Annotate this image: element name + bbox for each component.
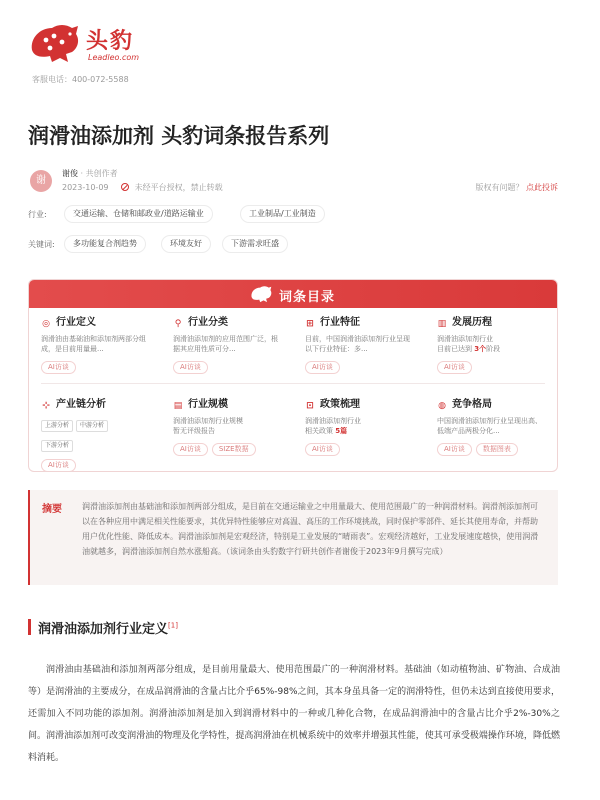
catalog-item-desc: 目前，中国润滑油添加剂行业呈现以下行业特征：多...: [305, 335, 410, 353]
industry-tag[interactable]: 交通运输、仓储和邮政业/道路运输业: [64, 205, 213, 223]
hotline: 客服电话：400-072-5588: [32, 75, 129, 84]
author-line: [62, 168, 118, 179]
size-data-button[interactable]: SIZE数据: [212, 443, 256, 456]
catalog-item-desc: 润滑油添加剂行业 目前已达到 3个阶段: [437, 335, 501, 353]
catalog-item-title: 发展历程: [452, 317, 492, 328]
downstream-tag[interactable]: 下游分析: [41, 440, 73, 452]
brand-site: Leadleo.com: [88, 53, 140, 62]
catalog-item-desc: 润滑油添加剂行业 相关政策 5篇: [305, 417, 361, 435]
author-role: · 共创作者: [80, 169, 118, 178]
keyword-tag[interactable]: 下游需求旺盛: [222, 235, 288, 253]
copyright-report: [475, 182, 558, 193]
catalog-item-definition[interactable]: [29, 308, 154, 384]
catalog-item-desc: 润滑油由基础油和添加剂两部分组成，是目前用量最...: [41, 335, 146, 353]
keywords-label: 关键词:: [28, 240, 55, 249]
summary-text: 润滑油添加剂由基础油和添加剂两部分组成，是目前在交通运输业之中用量最大、使用范围最广的一种润滑材料。润滑剂添加剂可以在各种应用中满足相关性能要求，其优异特性能够应对高温、高压的工作环境挑战，同时保护零部件、延长其使用寿命，并帮助用户优化性能、降低成本。润滑油添加剂是宏观经济，特别是工业发展的“晴雨表”。宏观经济越好，工业发展速度越快，使用润滑油就越多，润滑油添加剂自然水涨船高。（该词条由头豹数字行研共创作者谢俊于2023年9月撰写完成）: [82, 502, 539, 556]
catalog-item-title: 行业定义: [56, 317, 96, 328]
catalog-item-classification[interactable]: [161, 308, 286, 384]
catalog-title: 词条目录: [279, 290, 336, 305]
catalog-item-policy[interactable]: [293, 390, 418, 466]
author-name[interactable]: 谢俊: [62, 169, 78, 178]
catalog-item-scale[interactable]: [161, 390, 286, 466]
ai-interview-button[interactable]: AI访谈: [173, 361, 208, 374]
ai-interview-button[interactable]: AI访谈: [173, 443, 208, 456]
brand-name: 头豹: [86, 29, 135, 54]
ai-interview-button[interactable]: AI访谈: [41, 361, 76, 374]
industry-tag[interactable]: 工业制品/工业制造: [240, 205, 325, 223]
data-chart-button[interactable]: 数据图表: [476, 443, 518, 456]
catalog-item-desc: 润滑油添加剂行业规模 暂无评级报告: [173, 417, 243, 435]
catalog-panel: [28, 279, 558, 472]
ai-interview-button[interactable]: AI访谈: [305, 443, 340, 456]
catalog-item-title: 行业分类: [188, 317, 228, 328]
industry-label: 行业:: [28, 210, 47, 219]
ai-interview-button[interactable]: AI访谈: [437, 361, 472, 374]
catalog-item-industry-chain[interactable]: [29, 390, 154, 469]
policy-icon: ⊡: [306, 401, 314, 411]
catalog-item-features[interactable]: [293, 308, 418, 384]
summary-label: 摘要: [42, 504, 62, 515]
definition-icon: ◎: [42, 319, 50, 329]
history-icon: ▥: [437, 319, 447, 329]
leopard-logo-icon: [249, 284, 273, 304]
competition-icon: ◍: [438, 401, 446, 411]
leadleo-logo[interactable]: [26, 20, 156, 70]
catalog-item-title: 行业规模: [188, 399, 228, 410]
reference-link[interactable]: [1]: [168, 621, 178, 630]
ai-interview-button[interactable]: AI访谈: [437, 443, 472, 456]
summary-box: [28, 490, 558, 585]
chain-icon: ⊹: [42, 401, 50, 411]
scale-icon: ▤: [173, 401, 183, 411]
prohibited-icon: [121, 183, 129, 191]
classification-icon: ⚲: [174, 319, 182, 329]
copyright-question: 版权有问题？: [475, 183, 524, 192]
catalog-item-desc: 润滑油添加剂的应用范围广泛，根据其应用性质可分...: [173, 335, 278, 353]
page-title: 润滑油添加剂 头豹词条报告系列: [28, 124, 330, 148]
catalog-item-title: 产业链分析: [56, 399, 106, 410]
catalog-item-title: 竞争格局: [452, 399, 492, 410]
keyword-tag[interactable]: 多功能复合剂趋势: [64, 235, 146, 253]
catalog-item-history[interactable]: [425, 308, 550, 384]
midstream-tag[interactable]: 中游分析: [76, 420, 108, 432]
catalog-header: [29, 280, 557, 308]
upstream-tag[interactable]: 上游分析: [41, 420, 73, 432]
catalog-item-competition[interactable]: [425, 390, 550, 466]
catalog-item-title: 政策梳理: [320, 399, 360, 410]
keyword-tag[interactable]: 环境友好: [161, 235, 211, 253]
catalog-item-desc: 中国润滑油添加剂行业呈现出高、低端产品两极分化...: [437, 417, 542, 435]
report-link[interactable]: 点此投诉: [526, 183, 558, 192]
ai-interview-button[interactable]: AI访谈: [305, 361, 340, 374]
ai-interview-button[interactable]: AI访谈: [41, 459, 76, 472]
leopard-logo-icon: [26, 20, 82, 66]
publish-date: 2023-10-09: [62, 183, 109, 192]
section-title: 润滑油添加剂行业定义: [38, 622, 169, 637]
copyright-notice: 未经平台授权，禁止转载: [134, 183, 223, 192]
avatar[interactable]: 谢: [30, 170, 52, 192]
section-marker: [28, 619, 31, 635]
meta-line: [62, 182, 223, 193]
feature-icon: ⊞: [306, 319, 314, 329]
body-paragraph: 润滑油由基础油和添加剂两部分组成，是目前用量最大、使用范围最广的一种润滑材料。基础油（如动植物油、矿物油、合成油等）是润滑油的主要成分，在成品润滑油的含量占比介乎65%-98%之间，其本身虽具备一定的润滑特性，但仍未达到直接使用要求，还需加入不同功能的添加剂。润滑油添加剂是加入到润滑材料中的一种或几种化合物，在成品润滑油中的含量占比介乎2%-30%之间。润滑油添加剂可改变润滑油的物理及化学特性，提高润滑油在机械系统中的效率并增强其性能，使其可承受极端操作环境，降低燃料消耗。: [28, 665, 560, 763]
catalog-item-title: 行业特征: [320, 317, 360, 328]
